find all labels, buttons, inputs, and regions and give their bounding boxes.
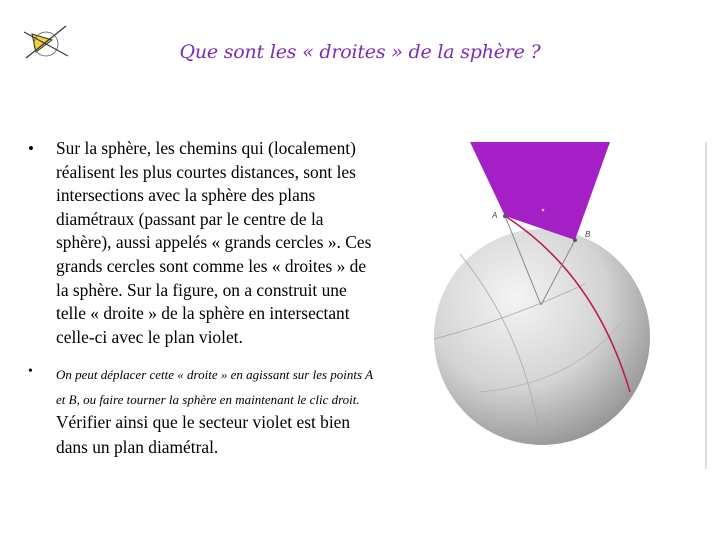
center-marker bbox=[542, 209, 545, 212]
bullet-item-1 bbox=[28, 137, 378, 349]
bullet-list bbox=[28, 137, 378, 460]
point-b-handle[interactable] bbox=[573, 238, 577, 242]
sphere-figure[interactable] bbox=[420, 134, 710, 474]
bullet-marker: • bbox=[28, 139, 34, 158]
bullet-italic-text: On peut déplacer cette « droite » en agissant sur les points A et B, ou faire tourner la sphère en maintenant le clic droit. bbox=[56, 367, 373, 407]
bullet-text: Vérifier ainsi que le secteur violet est bien dans un plan diamétral. bbox=[56, 412, 351, 457]
sphere[interactable] bbox=[434, 229, 650, 445]
point-a-handle[interactable] bbox=[503, 214, 507, 218]
bullet-item-2 bbox=[28, 363, 378, 460]
bullet-text: Sur la sphère, les chemins qui (localement) réalisent les plus courtes distances, sont les intersections avec la sphère des plans diamétraux (passant par le centre de la sphère), aussi appelés « grands cercles ». Ces grands cercles sont comme les « droites » de la sphère. Sur la figure, on a construit une telle « droite » de la sphère en intersectant celle-ci avec le plan violet. bbox=[56, 138, 372, 347]
point-b-label: B bbox=[585, 230, 591, 239]
page-title: Que sont les « droites » de la sphère ? bbox=[179, 41, 541, 63]
point-a-label: A bbox=[492, 211, 498, 220]
bullet-marker: • bbox=[28, 364, 33, 380]
violet-plane-sector bbox=[470, 142, 610, 240]
